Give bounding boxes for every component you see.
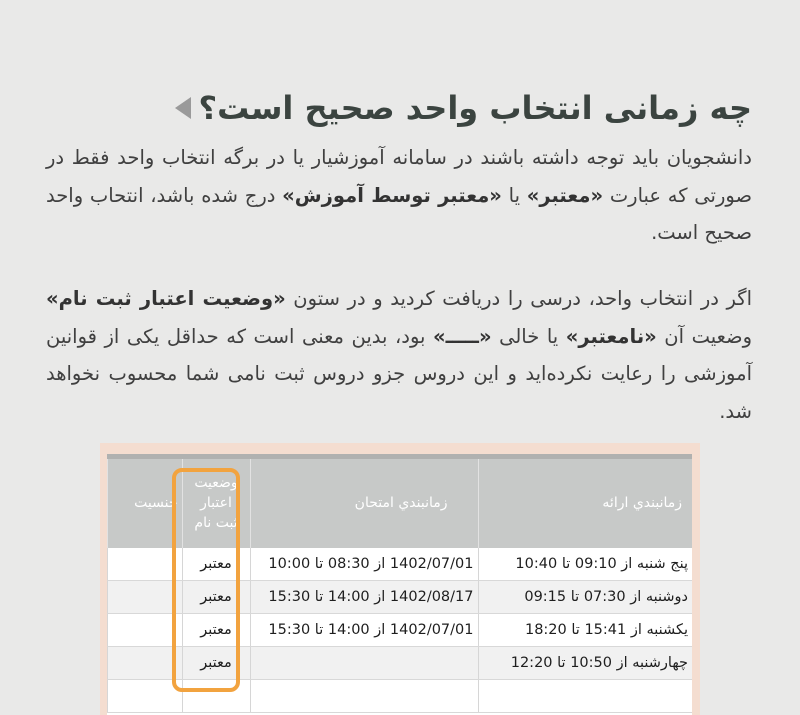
table-row bbox=[108, 680, 693, 713]
cell-exam: 1402/07/01 از 08:30 تا 10:00 bbox=[250, 548, 478, 581]
header-gender: جنسیت bbox=[108, 457, 183, 548]
cell-gender bbox=[108, 614, 183, 647]
paragraph-1 bbox=[46, 139, 752, 252]
paragraph-text: یا خالی bbox=[491, 324, 566, 348]
triangle-bullet-icon bbox=[175, 97, 191, 119]
cell-exam bbox=[250, 647, 478, 680]
paragraph-text: اگر در انتخاب واحد، درسی را دریافت کردید و در ستون bbox=[285, 287, 752, 310]
bold-valid-term: «معتبر» bbox=[526, 183, 604, 207]
cell-status: معتبر bbox=[182, 581, 250, 614]
table-row bbox=[108, 647, 693, 680]
cell-exam bbox=[250, 680, 478, 713]
table-row bbox=[108, 614, 693, 647]
cell-gender bbox=[108, 548, 183, 581]
cell-gender bbox=[108, 581, 183, 614]
cell-exam: 1402/08/17 از 14:00 تا 15:30 bbox=[250, 581, 478, 614]
cell-gender bbox=[108, 647, 183, 680]
heading-title: چه زمانی انتخاب واحد صحیح است؟ bbox=[198, 89, 752, 127]
table-row bbox=[108, 548, 693, 581]
bold-status-column-term: «وضعیت اعتبار ثبت نام» bbox=[46, 287, 286, 310]
table-screenshot-frame bbox=[100, 443, 700, 715]
cell-offer: چهارشنبه از 10:50 تا 12:20 bbox=[478, 647, 692, 680]
cell-offer bbox=[478, 680, 692, 713]
header-registration-status: وضعیت اعتبار ثبت نام bbox=[182, 457, 250, 548]
table-header-row bbox=[108, 457, 693, 548]
bold-empty-dash: «ـــــ» bbox=[433, 324, 492, 348]
cell-status: معتبر bbox=[182, 647, 250, 680]
cell-gender bbox=[108, 680, 183, 713]
paragraph-text: وضعیت آن bbox=[656, 324, 752, 348]
paragraph-text: بود، بدین معنی است که حداقل یکی از قوانین آموزشی را رعایت نکرده‌اید و این دروس جزو دروس ثبت نامی شما محسوب نخواهد شد. bbox=[46, 324, 752, 423]
cell-offer: دوشنبه از 07:30 تا 09:15 bbox=[478, 581, 692, 614]
header-exam-schedule: زمانبندي امتحان bbox=[250, 457, 478, 548]
bold-invalid-term: «نامعتبر» bbox=[565, 324, 657, 348]
bold-valid-by-education-term: «معتبر توسط آموزش» bbox=[282, 183, 502, 207]
schedule-table-wrapper bbox=[107, 454, 692, 715]
cell-status bbox=[182, 680, 250, 713]
table-row bbox=[108, 581, 693, 614]
paragraph-text: دانشجویان باید توجه داشته باشند در سامانه آموزشیار یا در برگه انتخاب واحد فقط در صورتی که عبارت bbox=[46, 146, 753, 207]
section-heading bbox=[175, 86, 752, 130]
cell-offer: پنج شنبه از 09:10 تا 10:40 bbox=[478, 548, 692, 581]
cell-exam: 1402/07/01 از 14:00 تا 15:30 bbox=[250, 614, 478, 647]
cell-status: معتبر bbox=[182, 614, 250, 647]
paragraph-text: یا bbox=[501, 183, 527, 207]
paragraph-2 bbox=[46, 280, 752, 430]
header-offer-schedule: زمانبندي ارائه bbox=[478, 457, 692, 548]
schedule-table bbox=[107, 454, 692, 713]
paragraph-text: درج شده باشد، انتحاب واحد صحیح است. bbox=[46, 183, 752, 244]
cell-status: معتبر bbox=[182, 548, 250, 581]
cell-offer: یکشنبه از 15:41 تا 18:20 bbox=[478, 614, 692, 647]
